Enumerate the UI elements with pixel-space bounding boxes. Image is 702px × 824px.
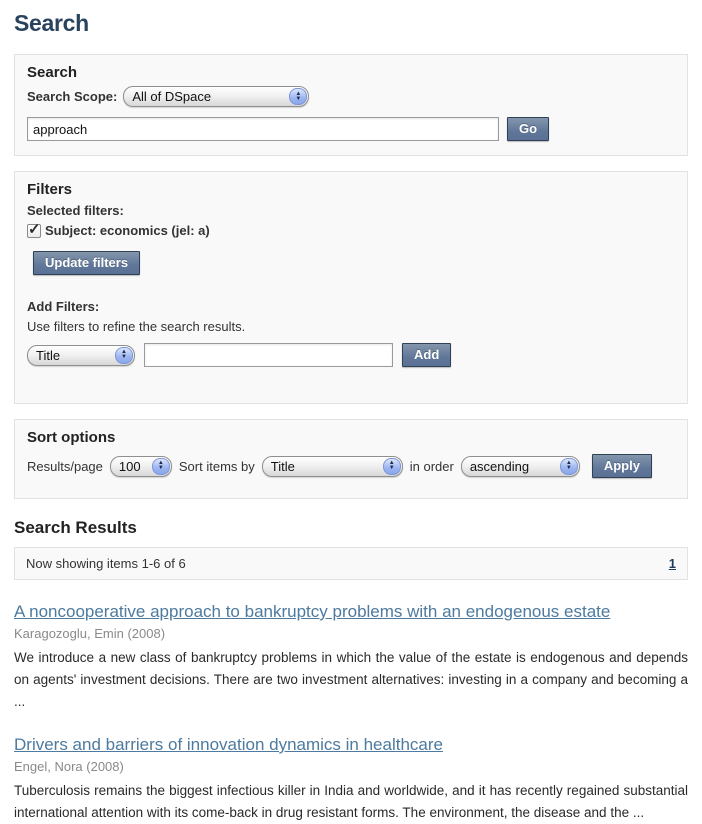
chevron-up-down-icon: ▲ ▼ <box>115 347 133 364</box>
result-author: Karagozoglu, Emin (2008) <box>14 626 166 642</box>
result-author: Engel, Nora (2008) <box>14 759 124 775</box>
search-results-heading: Search Results <box>14 518 137 537</box>
order-label: in order <box>409 458 454 474</box>
selected-filters-label: Selected filters: <box>27 203 124 218</box>
chevron-up-down-icon: ▲ ▼ <box>383 458 401 475</box>
page-title: Search <box>14 10 89 36</box>
checkmark-icon: ✓ <box>28 220 41 238</box>
add-filter-row <box>27 343 675 367</box>
search-scope-label: Search Scope: <box>27 89 118 104</box>
sort-by-value: Title <box>270 458 295 474</box>
add-filter-button[interactable]: Add <box>402 343 451 367</box>
filter-type-value: Title <box>36 347 61 363</box>
result-abstract: We introduce a new class of bankruptcy problems in which the value of the estate is endogenous and depends on agents' investment decisions. There are two investment alternatives: investing in a company and becoming a ... <box>14 650 688 709</box>
order-value: ascending <box>469 458 530 474</box>
filter-query-input[interactable] <box>144 343 393 367</box>
sort-options-panel <box>14 419 688 499</box>
results-per-page-label: Results/page <box>27 458 103 474</box>
chevron-up-down-icon: ▲ ▼ <box>289 88 307 105</box>
sort-panel-legend: Sort options <box>27 429 116 446</box>
filters-hint: Use filters to refine the search results. <box>27 319 246 334</box>
add-filters-heading: Add Filters: <box>27 299 100 314</box>
filter-checkbox[interactable] <box>27 220 41 238</box>
search-query-input[interactable] <box>27 117 499 141</box>
order-select[interactable] <box>461 456 580 477</box>
result-abstract: Tuberculosis remains the biggest infectious killer in India and worldwide, and it has recently regained substantial international attention with its come-back in drug resistant forms. The environment, the disease and the ... <box>14 783 688 820</box>
apply-button[interactable]: Apply <box>592 454 652 478</box>
results-count-text: Now showing items 1-6 of 6 <box>26 556 186 571</box>
result-item <box>14 734 688 824</box>
search-scope-select[interactable] <box>123 86 309 107</box>
update-filters-button[interactable]: Update filters <box>33 251 140 275</box>
result-title-link[interactable]: A noncooperative approach to bankruptcy problems with an endogenous estate <box>14 602 611 621</box>
search-query-row <box>27 117 675 141</box>
pagination-page-1[interactable]: 1 <box>668 556 676 571</box>
sort-by-label: Sort items by <box>178 458 255 474</box>
results-per-page-select[interactable] <box>110 456 172 477</box>
filter-type-select[interactable] <box>27 345 135 366</box>
search-panel <box>14 54 688 156</box>
result-title-link[interactable]: Drivers and barriers of innovation dynamics in healthcare <box>14 734 443 754</box>
selected-filter-label: Subject: economics (jel: a) <box>45 223 210 238</box>
filters-panel-legend: Filters <box>27 181 73 198</box>
chevron-up-down-icon: ▲ ▼ <box>560 458 578 475</box>
pagination-bar <box>14 547 688 580</box>
result-item <box>14 601 688 713</box>
sort-by-select[interactable] <box>262 456 403 477</box>
search-scope-value: All of DSpace <box>132 89 212 104</box>
filters-panel <box>14 171 688 404</box>
selected-filter-row <box>27 220 675 238</box>
sort-controls-row <box>27 454 675 478</box>
chevron-up-down-icon: ▲ ▼ <box>152 458 170 475</box>
search-panel-legend: Search <box>27 64 78 81</box>
search-scope-row <box>27 86 675 107</box>
results-per-page-value: 100 <box>118 458 141 474</box>
go-button[interactable]: Go <box>507 117 549 141</box>
